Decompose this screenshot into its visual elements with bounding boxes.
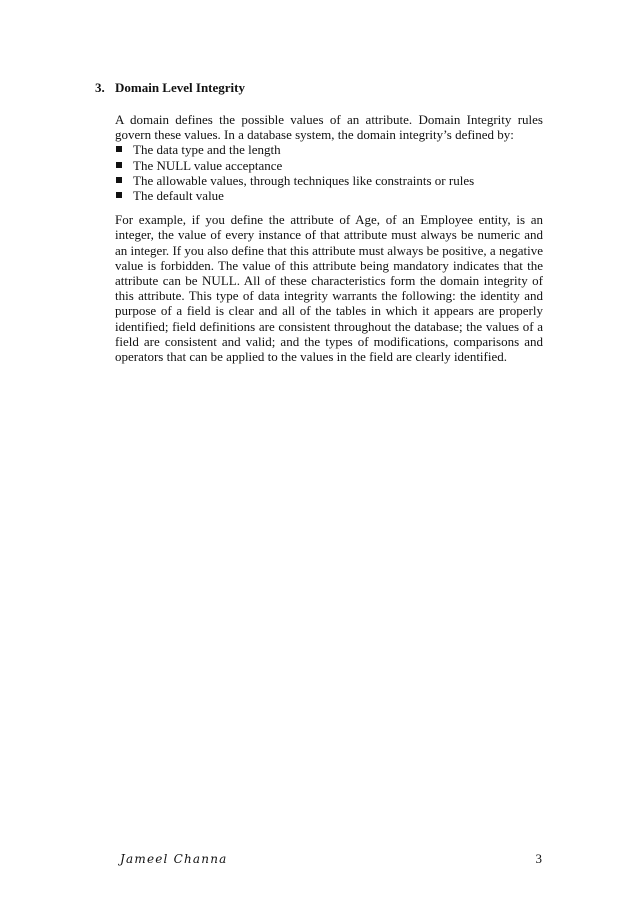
- list-item-text: The default value: [133, 188, 224, 204]
- page-number: 3: [535, 851, 542, 866]
- intro-paragraph: A domain defines the possible values of an attribute. Domain Integrity rules govern these values. In a database system, the domain integrity’s defined by:: [115, 112, 543, 143]
- list-item-text: The allowable values, through techniques like constraints or rules: [133, 172, 475, 188]
- section-heading: [95, 80, 245, 96]
- list-item-text: The data type and the length: [133, 142, 281, 158]
- section-body: [115, 112, 543, 364]
- section-number: 3.: [95, 80, 105, 95]
- list-item: [115, 142, 543, 157]
- square-bullet-icon: [116, 146, 122, 152]
- example-paragraph: For example, if you define the attribute of Age, of an Employee entity, is an integer, the value of every instance of that attribute must always be numeric and an integer. If you also define that this attribute must always be positive, a negative value is forbidden. The value of this attribute being mandatory indicates that the attribute can be NULL. All of these characteristics form the domain integrity of this attribute. This type of data integrity warrants the following: the identity and purpose of a field is clear and all of the tables in which it appears are properly identified; field definitions are consistent throughout the database; the values of a field are consistent and valid; and the types of modifications, comparisons and operators that can be applied to the values in the field are clearly identified.: [115, 212, 543, 365]
- section-title: Domain Level Integrity: [115, 80, 245, 95]
- square-bullet-icon: [116, 177, 122, 183]
- list-item: [115, 158, 543, 173]
- square-bullet-icon: [116, 192, 122, 198]
- bullet-list: [115, 142, 543, 203]
- list-item-text: The NULL value acceptance: [133, 157, 283, 173]
- list-item: [115, 188, 543, 203]
- list-item: [115, 173, 543, 188]
- footer-author: Jameel Channa: [120, 852, 228, 866]
- square-bullet-icon: [116, 162, 122, 168]
